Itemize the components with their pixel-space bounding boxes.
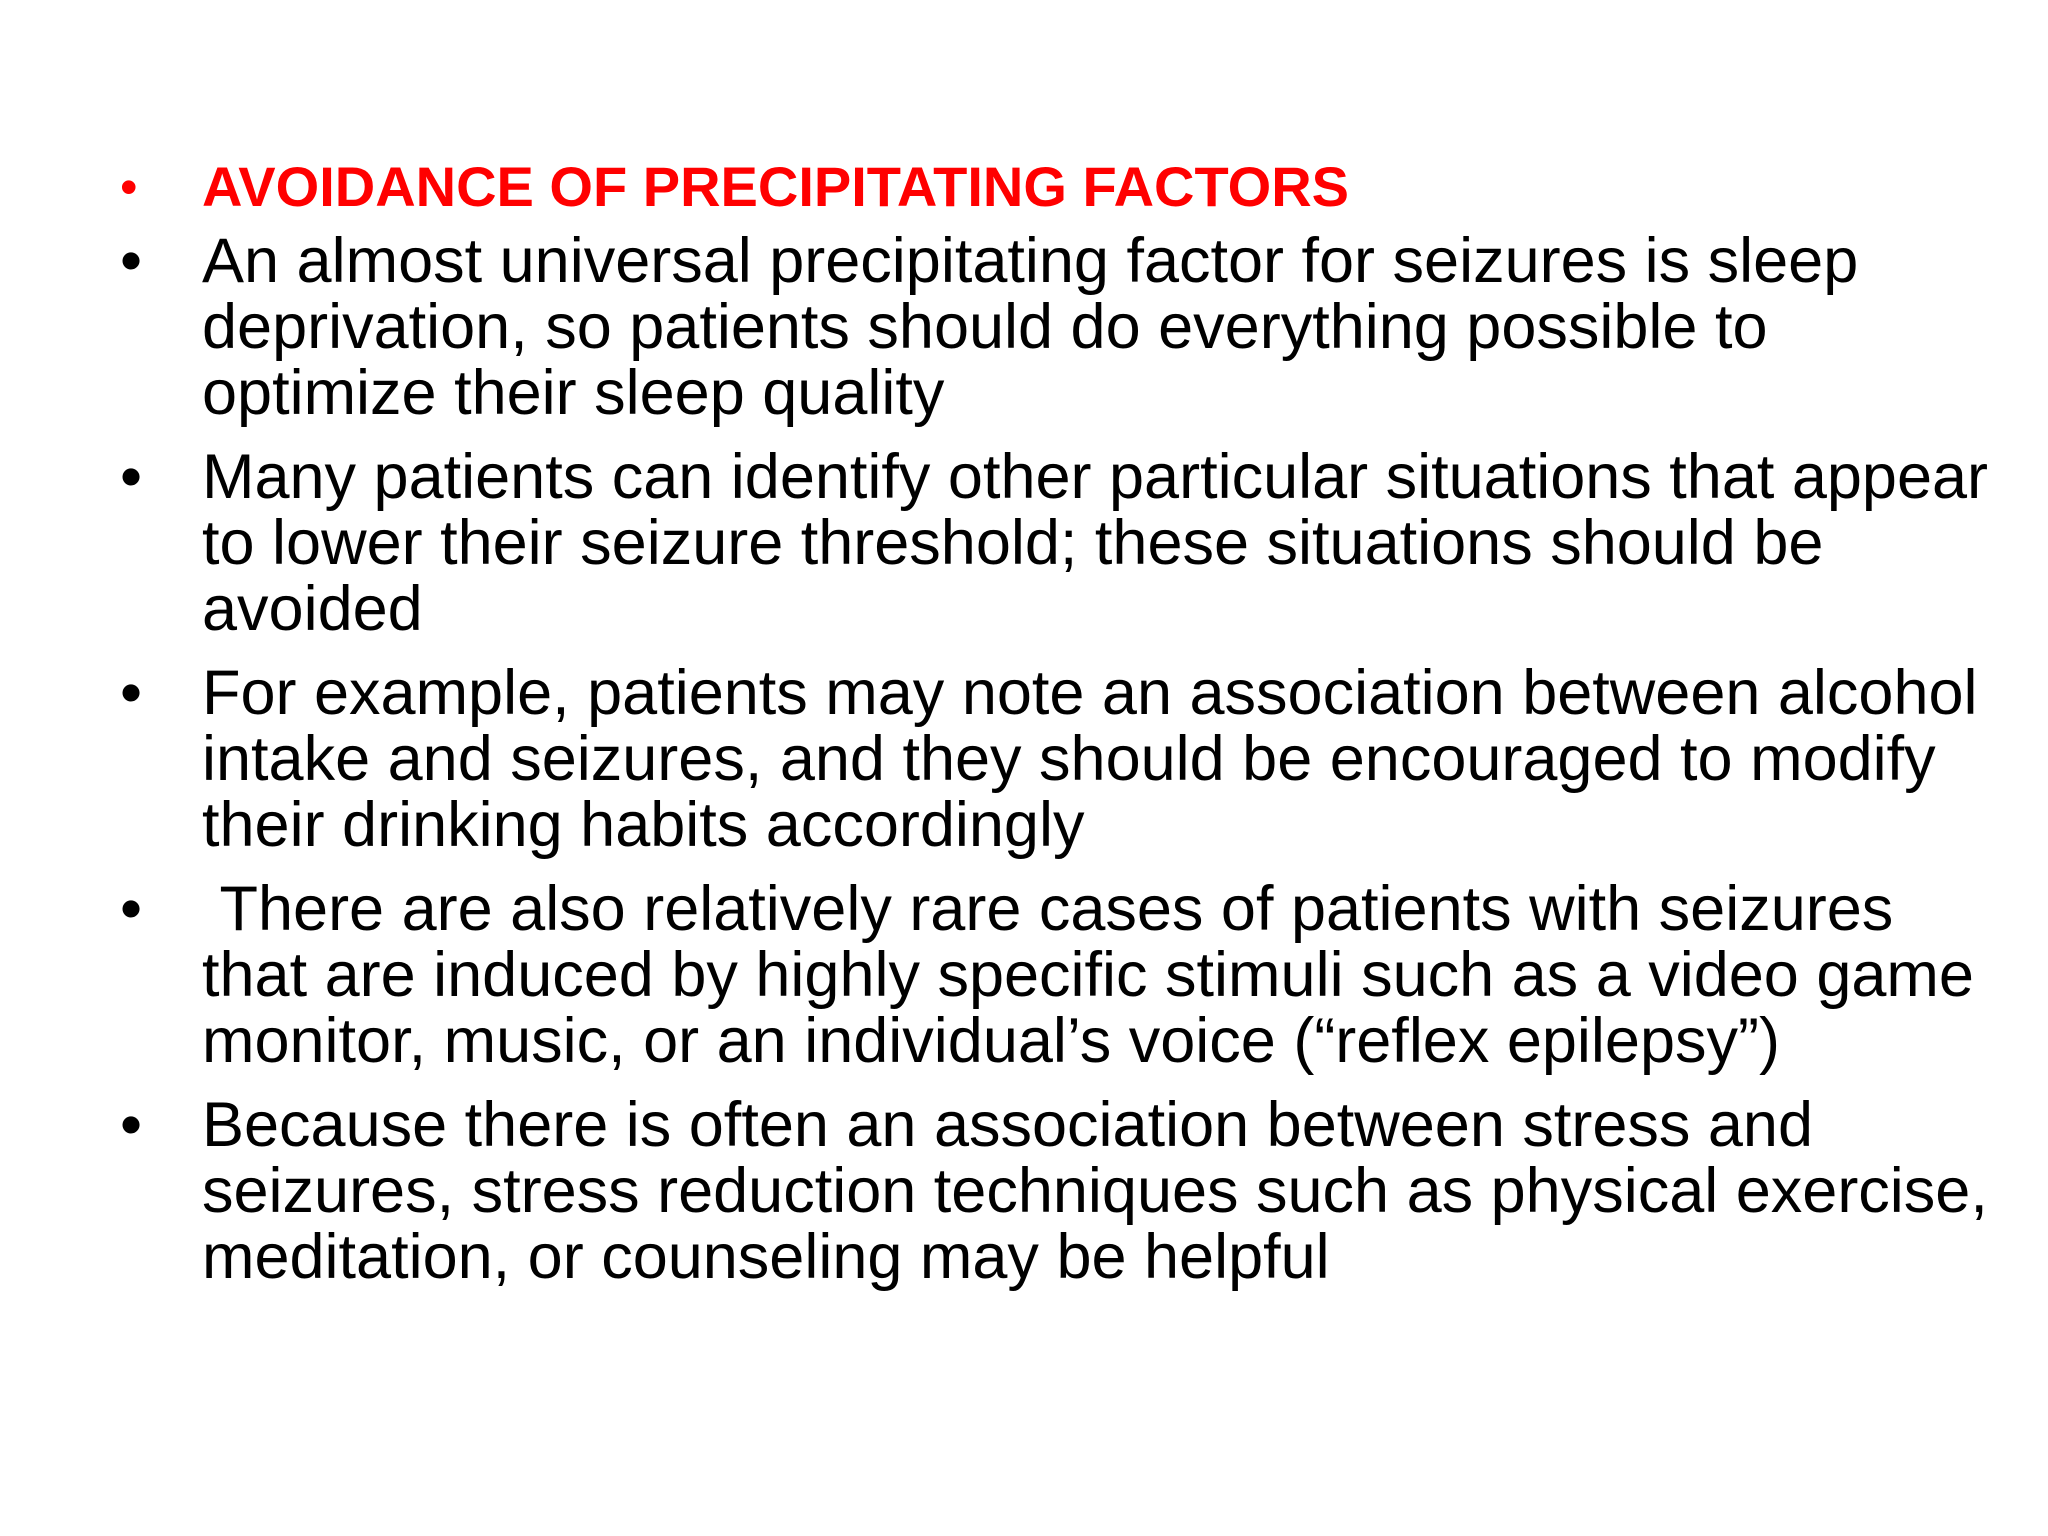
bullet-item [120, 444, 2000, 642]
bullet-item [120, 876, 2000, 1074]
bullet-dot-icon: • [120, 1090, 143, 1160]
bullet-list [120, 152, 2000, 1308]
bullet-text: There are also relatively rare cases of patients with seizures that are induced by highly specific stimuli such as a video game monitor, music, or an individual’s voice (“reflex epilepsy”) [202, 874, 1992, 1076]
heading-bullet-item [120, 152, 2000, 222]
bullet-text: For example, patients may note an association between alcohol intake and seizures, and they should be encouraged to modify their drinking habits accordingly [202, 658, 1978, 860]
bullet-dot-icon: • [120, 159, 138, 215]
bullet-dot-icon: • [120, 442, 143, 512]
slide-heading: AVOIDANCE OF PRECIPITATING FACTORS [202, 155, 1350, 218]
bullet-text: An almost universal precipitating factor for seizures is sleep deprivation, so patients should do everything possible to optimize their sleep quality [202, 226, 1859, 428]
bullet-item [120, 660, 2000, 858]
bullet-text: Because there is often an association between stress and seizures, stress reduction techniques such as physical exercise, meditation, or counseling may be helpful [202, 1090, 1988, 1292]
bullet-dot-icon: • [120, 658, 143, 728]
bullet-item [120, 228, 2000, 426]
bullet-item [120, 1092, 2000, 1290]
bullet-dot-icon: • [120, 226, 143, 296]
bullet-dot-icon: • [120, 874, 143, 944]
bullet-text: Many patients can identify other particular situations that appear to lower their seizure threshold; these situations should be avoided [202, 442, 1989, 644]
